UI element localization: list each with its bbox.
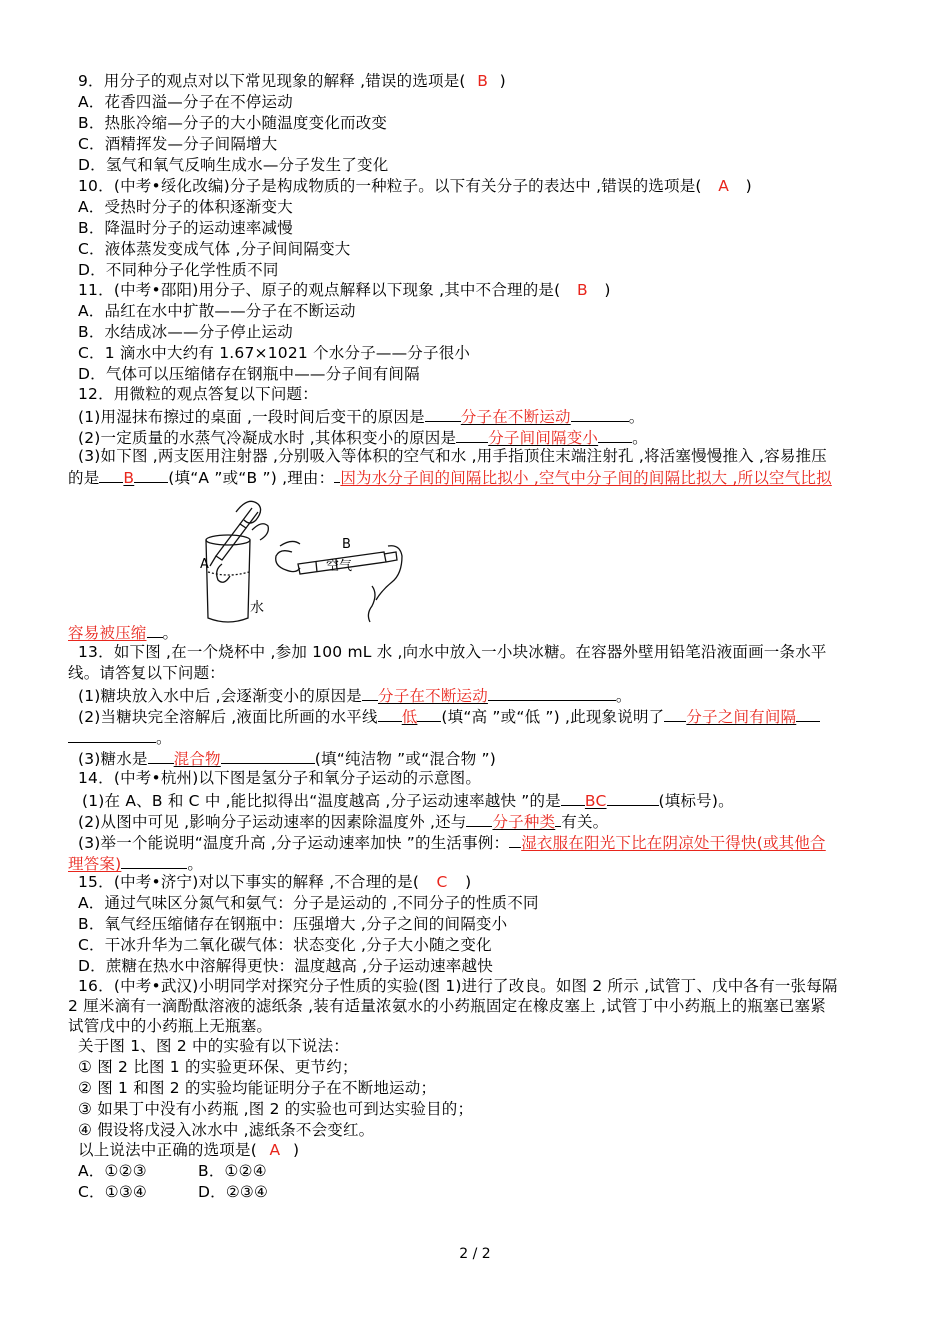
q16-stem-line1: 16．(中考•武汉)小明同学对探究分子性质的实验(图 1)进行了改良。如图 2 所示 ,试管丁、戊中各有一张每隔 <box>78 977 838 995</box>
q10-answer: A <box>718 177 730 195</box>
q12-part3-reason: 因为水分子间的间隔比拟小 ,空气中分子间的间隔比拟大 ,所以空气比拟 <box>340 469 832 487</box>
q14-part2-answer: 分子种类 <box>492 813 556 831</box>
q16-question: 以上说法中正确的选项是( A ) <box>78 1141 300 1159</box>
q13-part2-answer1: 低 <box>401 708 418 726</box>
q12-stem: 12．用微粒的观点答复以下问题： <box>78 385 318 403</box>
q10-stem: 10．(中考•绥化改编)分子是构成物质的一种粒子。以下有关分子的表达中 ,错误的选项是( A ) <box>78 177 752 195</box>
q10-option-b: B．降温时分子的运动速率减慢 <box>78 219 293 237</box>
q13-part3-answer: 混合物 <box>173 750 221 768</box>
q13-part3: (3)糖水是 混合物 (填“纯洁物 ”或“混合物 ”) <box>78 747 496 769</box>
q11-answer: B <box>576 281 588 299</box>
q12-part2-answer: 分子间间隔变小 <box>488 429 599 447</box>
fig-label-water: 水 <box>250 600 264 616</box>
q11-option-d: D．气体可以压缩储存在钢瓶中——分子间有间隔 <box>78 365 420 383</box>
syringe-figure <box>196 490 408 630</box>
q12-part2: (2)一定质量的水蒸气冷凝成水时 ,其体积变小的原因是 分子间间隔变小 。 <box>78 426 648 448</box>
q9-stem: 9．用分子的观点对以下常见现象的解释 ,错误的选项是( B ) <box>78 72 506 90</box>
q12-part3-line2: 的是 B (填“A ”或“B ”) ,理由： 因为水分子间的间隔比拟小 ,空气中分子间的间隔比拟大 ,所以空气比拟 <box>68 466 832 488</box>
q9-answer: B <box>477 72 489 90</box>
q12-part3-answer: B <box>123 469 135 487</box>
q16-statement-2: ② 图 1 和图 2 的实验均能证明分子在不断地运动； <box>78 1079 437 1097</box>
q11-option-a: A．品红在水中扩散——分子在不断运动 <box>78 302 356 320</box>
q16-stem-line2: 2 厘米滴有一滴酚酞溶液的滤纸条 ,装有适量浓氨水的小药瓶固定在橡皮塞上 ,试管丁中小药瓶上的瓶塞已塞紧 <box>68 997 826 1015</box>
q15-answer: C <box>436 873 448 891</box>
q15-option-a: A．通过气味区分氮气和氨气：分子是运动的 ,不同分子的性质不同 <box>78 894 539 912</box>
q14-part3-cont: 理答案) 。 <box>68 852 203 874</box>
q16-answer: A <box>269 1141 281 1159</box>
q11-option-b: B．水结成冰——分子停止运动 <box>78 323 293 341</box>
q14-part1-answer: BC <box>584 792 607 810</box>
q10-option-a: A．受热时分子的体积逐渐变大 <box>78 198 293 216</box>
q9-option-a: A．花香四溢—分子在不停运动 <box>78 93 293 111</box>
q12-part1: (1)用湿抹布擦过的桌面 ,一段时间后变干的原因是 分子在不断运动 。 <box>78 405 644 427</box>
fig-label-b: B <box>342 537 351 552</box>
q14-stem: 14．(中考•杭州)以下图是氢分子和氧分子运动的示意图。 <box>78 769 482 787</box>
q13-part2: (2)当糖块完全溶解后 ,液面比所画的水平线 低 (填“高 ”或“低 ”) ,此现象说明了 分子之间有间隔 <box>78 705 820 727</box>
q16-stem-line3: 试管戊中的小药瓶上无瓶塞。 <box>68 1017 273 1035</box>
q14-part2: (2)从图中可见 ,影响分子运动速率的因素除温度外 ,还与 分子种类 有关。 <box>78 810 608 832</box>
q13-stem-line2: 线。请答复以下问题： <box>68 664 226 682</box>
q14-part3-answer: 湿衣服在阳光下比在阴凉处干得快(或其他合 <box>521 834 826 852</box>
q10-option-d: D．不同种分子化学性质不同 <box>78 261 279 279</box>
q9-option-c: C．酒精挥发—分子间隔增大 <box>78 135 278 153</box>
q16-choices-row2: C．①③④ D．②③④ <box>78 1183 269 1201</box>
q12-part3-reason-end: 容易被压缩 <box>68 624 147 642</box>
fig-label-a: A <box>200 557 209 572</box>
q12-part1-answer: 分子在不断运动 <box>460 408 571 426</box>
q14-part3: (3)举一个能说明“温度升高 ,分子运动速率加快 ”的生活事例： 湿衣服在阳光下比在阴凉处干得快(或其他合 <box>78 831 826 853</box>
fig-label-air: 空气 <box>326 559 353 574</box>
q16-statement-3: ③ 如果丁中没有小药瓶 ,图 2 的实验也可到达实验目的； <box>78 1100 474 1118</box>
q14-part1: (1)在 A、B 和 C 中 ,能比拟得出“温度越高 ,分子运动速率越快 ”的是 BC (填标号)。 <box>82 789 734 811</box>
q16-statement-1: ① 图 2 比图 1 的实验更环保、更节约； <box>78 1058 358 1076</box>
q15-option-c: C．干冰升华为二氧化碳气体：状态变化 ,分子大小随之变化 <box>78 936 492 954</box>
q13-part1: (1)糖块放入水中后 ,会逐渐变小的原因是 分子在不断运动 。 <box>78 684 632 706</box>
q16-choices-row1: A．①②③ B．①②④ <box>78 1162 267 1180</box>
q9-option-d: D．氢气和氧气反响生成水—分子发生了变化 <box>78 156 389 174</box>
q10-option-c: C．液体蒸发变成气体 ,分子间间隔变大 <box>78 240 351 258</box>
page-number: 2 / 2 <box>459 1246 491 1262</box>
q12-part3-line1: (3)如下图 ,两支医用注射器 ,分别吸入等体积的空气和水 ,用手指顶住末端注射孔 ,将活塞慢慢推入 ,容易推压 <box>78 447 827 465</box>
q9-option-b: B．热胀冷缩—分子的大小随温度变化而改变 <box>78 114 388 132</box>
q13-part2-cont: 。 <box>68 726 172 748</box>
q13-stem-line1: 13．如下图 ,在一个烧杯中 ,参加 100 mL 水 ,向水中放入一小块冰糖。在容器外壁用铅笔沿液面画一条水平 <box>78 643 827 661</box>
q11-option-c: C．1 滴水中大约有 1.67×1021 个水分子——分子很小 <box>78 344 471 362</box>
q13-part1-answer: 分子在不断运动 <box>378 687 488 705</box>
q15-option-b: B．氧气经压缩储存在钢瓶中：压强增大 ,分子之间的间隔变小 <box>78 915 508 933</box>
q15-option-d: D．蔗糖在热水中溶解得更快：温度越高 ,分子运动速率越快 <box>78 957 493 975</box>
q16-intro: 关于图 1、图 2 中的实验有以下说法： <box>78 1037 350 1055</box>
q12-part3-line3: 容易被压缩 。 <box>68 621 178 643</box>
q16-statement-4: ④ 假设将戊浸入冰水中 ,滤纸条不会变红。 <box>78 1121 375 1139</box>
q15-stem: 15．(中考•济宁)对以下事实的解释 ,不合理的是( C ) <box>78 873 472 891</box>
q13-part2-answer2: 分子之间有间隔 <box>686 708 797 726</box>
q11-stem: 11．(中考•邵阳)用分子、原子的观点解释以下现象 ,其中不合理的是( B ) <box>78 281 611 299</box>
